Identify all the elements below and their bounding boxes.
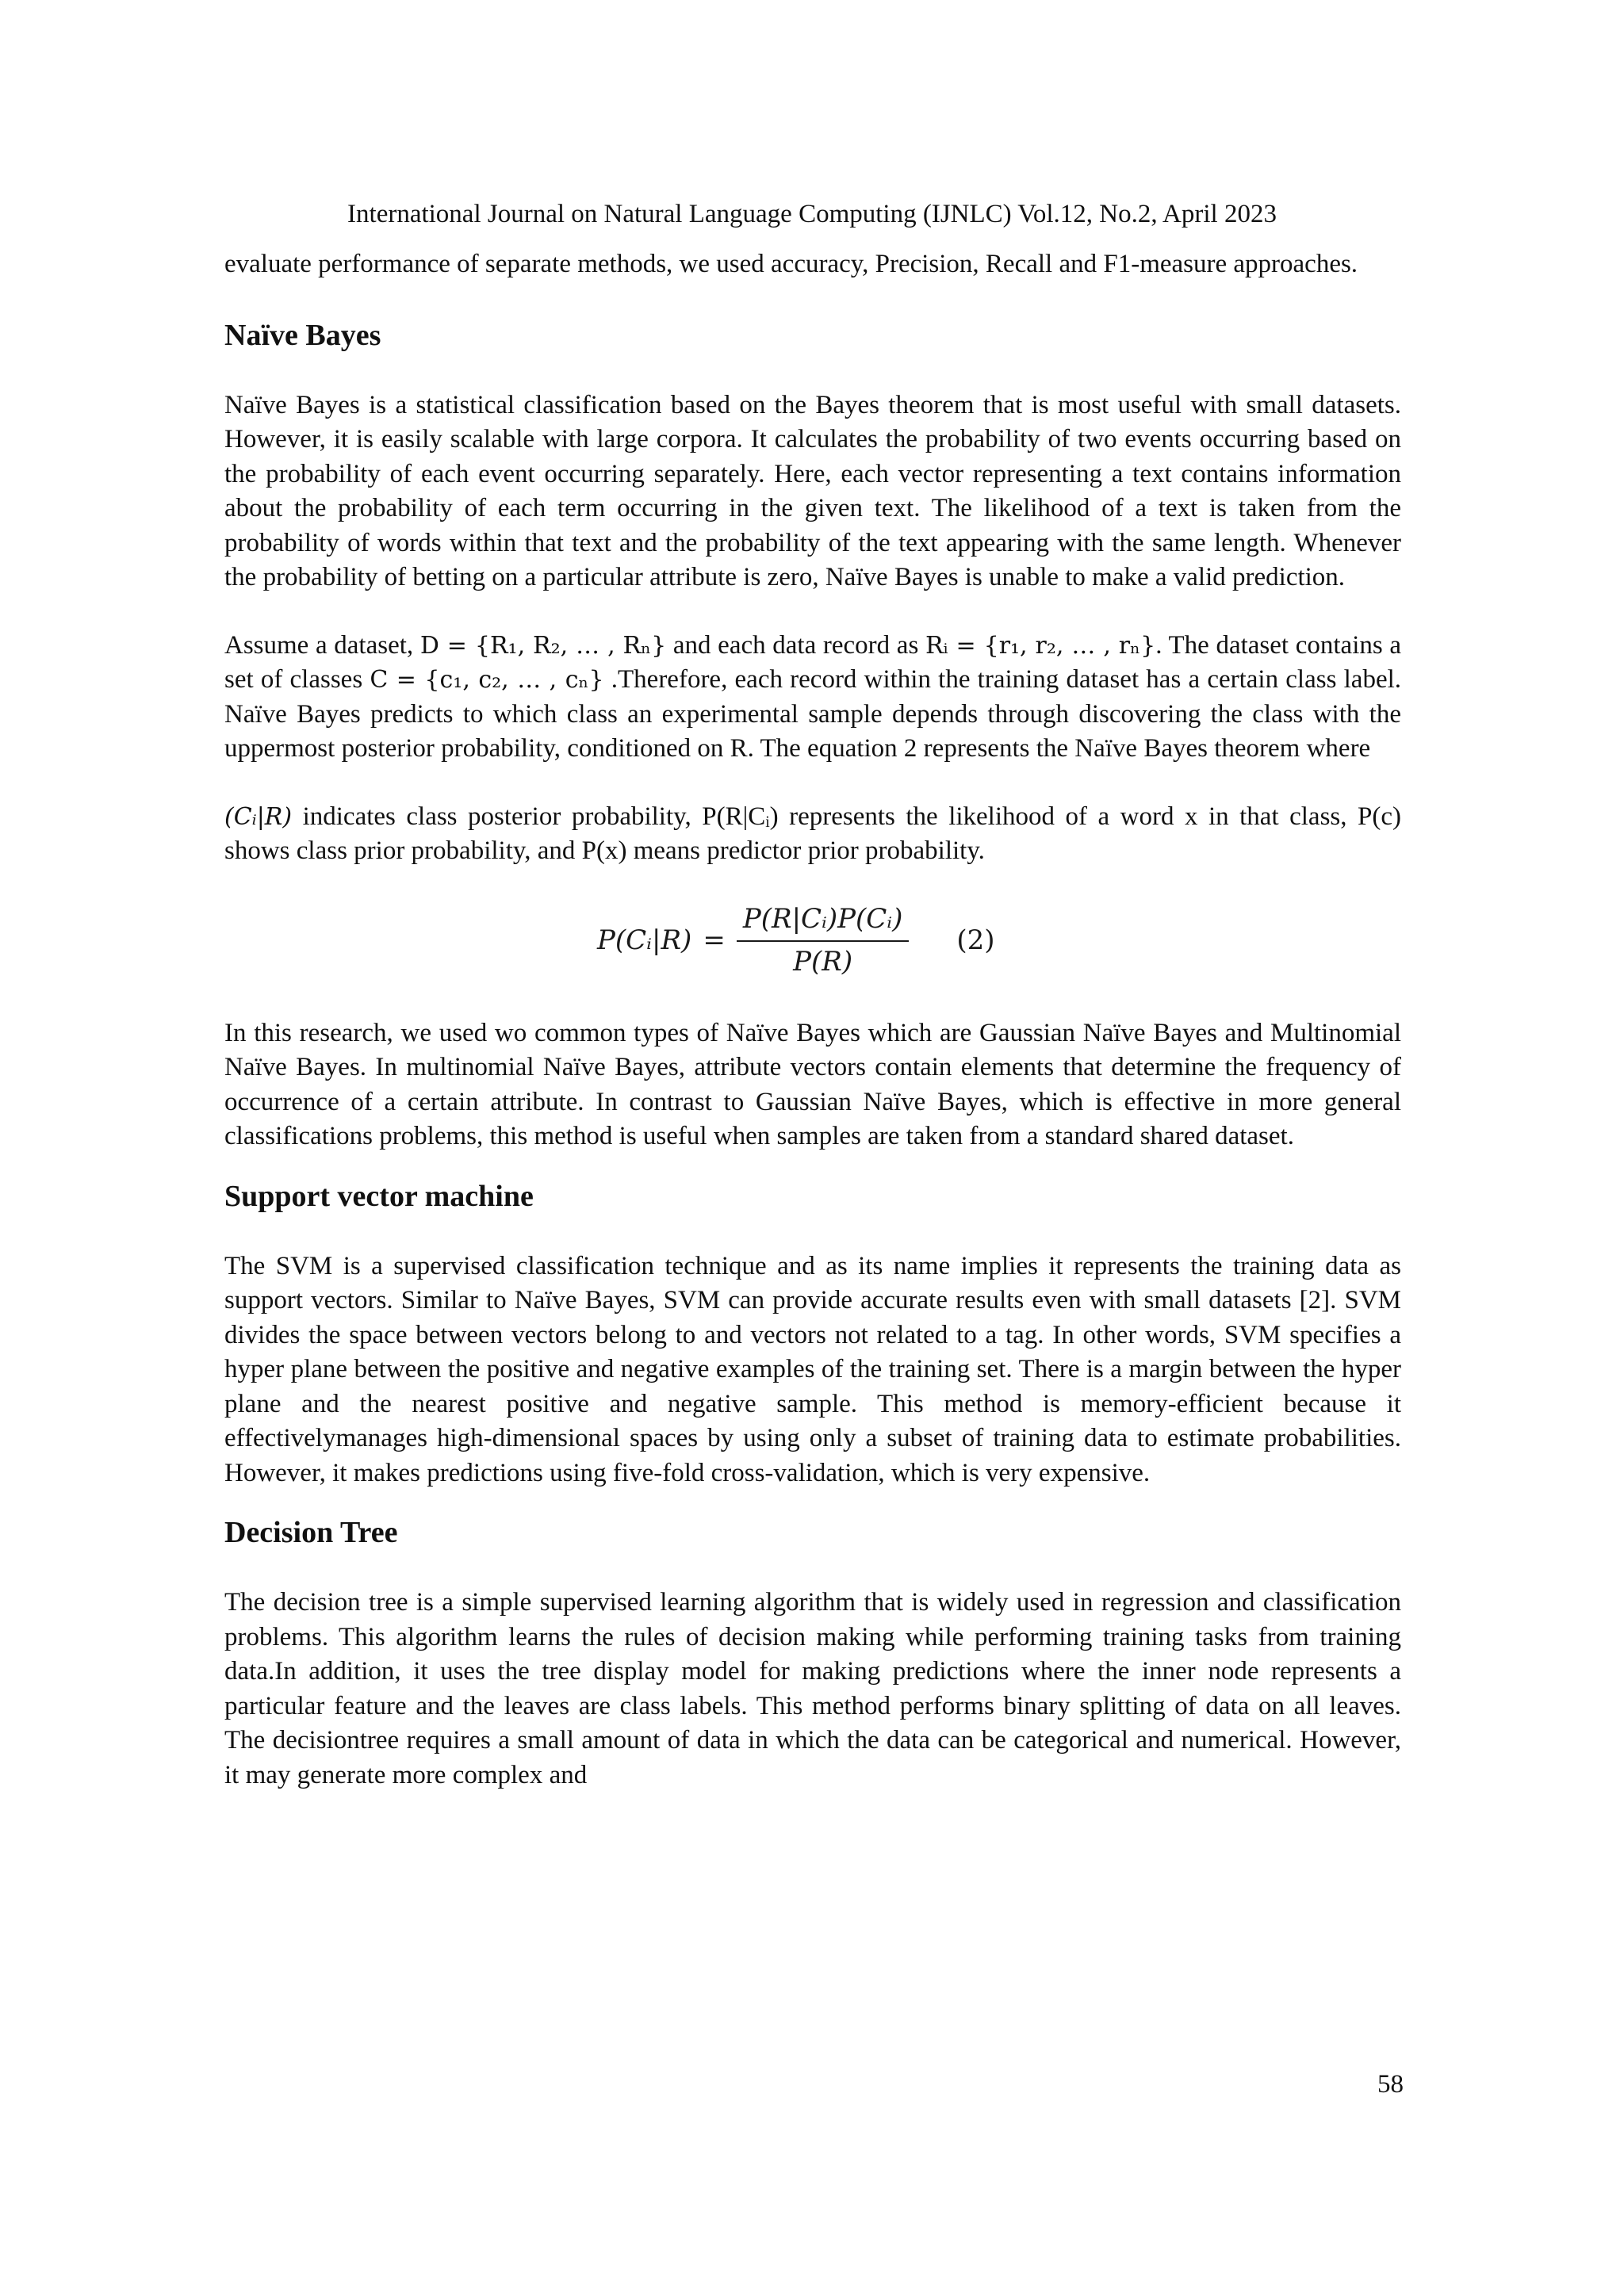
equation-number: (2) [956,924,995,956]
equation-fraction [737,902,910,979]
bayes-equation [224,890,1401,993]
classes-formula: C = {c₁, c₂, … , cₙ} [370,666,604,694]
equation-equals: = [703,924,726,956]
body-text [224,247,1401,1793]
section-heading-svm: Support vector machine [224,1179,534,1213]
posterior-formula: (Cᵢ|R) [224,802,293,831]
naive-bayes-paragraph-2: Assume a dataset, D = {R₁, R₂, … , Rₙ} and each data record as Rᵢ = {r₁, r₂, … , rₙ}. The dataset contains a set of classes C = {c₁, c₂, … , cₙ} .Therefore, each record within the training dataset has a certain class label. Naïve Bayes predicts to which class an experimental sample depends through discovering the class with the uppermost posterior probability, conditioned on R. The equation 2 represents the Naïve Bayes theorem where [224,630,1402,763]
page-number: 58 [1377,2070,1404,2099]
running-header: International Journal on Natural Language Computing (IJNLC) Vol.12, No.2, April 2023 [347,200,1277,228]
dataset-formula: D = {R₁, R₂, … , Rₙ} [419,631,667,660]
record-formula: Rᵢ = {r₁, r₂, … , rₙ} [925,631,1156,660]
equation-numerator: P(R|Cᵢ)P(Cᵢ) [737,902,910,942]
naive-bayes-paragraph-4: In this research, we used wo common types of Naïve Bayes which are Gaussian Naïve Bayes and Multinomial Naïve Bayes. In multinomial Naïve Bayes, attribute vectors contain elements that determine the frequency of occurrence of a certain attribute. In contrast to Gaussian Naïve Bayes, which is effective in more general classifications problems, this method is useful when samples are taken from a standard shared dataset. [224,1018,1401,1150]
section-heading-decision-tree: Decision Tree [224,1516,398,1549]
naive-bayes-paragraph-1: Naïve Bayes is a statistical classification based on the Bayes theorem that is most useful with small datasets. However, it is easily scalable with large corpora. It calculates the probability of two events occurring based on the probability of each event occurring separately. Here, each vector representing a text contains information about the probability of each term occurring in the given text. The likelihood of a text is taken from the probability of words within that text and the probability of the text appearing with the same length. Whenever the probability of betting on a particular attribute is zero, Naïve Bayes is unable to make a valid prediction. [224,390,1401,591]
decision-tree-paragraph-1: The decision tree is a simple supervised learning algorithm that is widely used in regression and classification problems. This algorithm learns the rules of decision making while performing training tasks from training data.In addition, it uses the tree display model for making predictions where the inner node represents a particular feature and the leaves are class labels. This method performs binary splitting of data on all leaves. The decisiontree requires a small amount of data in which the data can be categorical and numerical. However, it may generate more complex and [224,1588,1401,1789]
intro-paragraph: evaluate performance of separate methods, we used accuracy, Precision, Recall and F1-measure approaches. [224,250,1358,278]
naive-bayes-paragraph-3: (Cᵢ|R) indicates class posterior probability, P(R|Cᵢ) represents the likelihood of a word x in that class, P(c) shows class prior probability, and P(x) means predictor prior probability. [224,802,1401,865]
equation-denominator: P(R) [793,945,853,978]
svm-paragraph-1: The SVM is a supervised classification technique and as its name implies it represents the training data as support vectors. Similar to Naïve Bayes, SVM can provide accurate results even with small datasets [2]. SVM divides the space between vectors belong to and vectors not related to a tag. In other words, SVM specifies a hyper plane between the positive and negative examples of the training set. There is a margin between the hyper plane and the nearest positive and negative sample. This method is memory-efficient because it effectivelymanages high-dimensional spaces by using only a subset of training data to estimate probabilities. However, it makes predictions using five-fold cross-validation, which is very expensive. [224,1251,1401,1487]
equation-lhs: P(Cᵢ|R) [597,924,692,956]
section-heading-naive-bayes: Naïve Bayes [224,318,381,352]
